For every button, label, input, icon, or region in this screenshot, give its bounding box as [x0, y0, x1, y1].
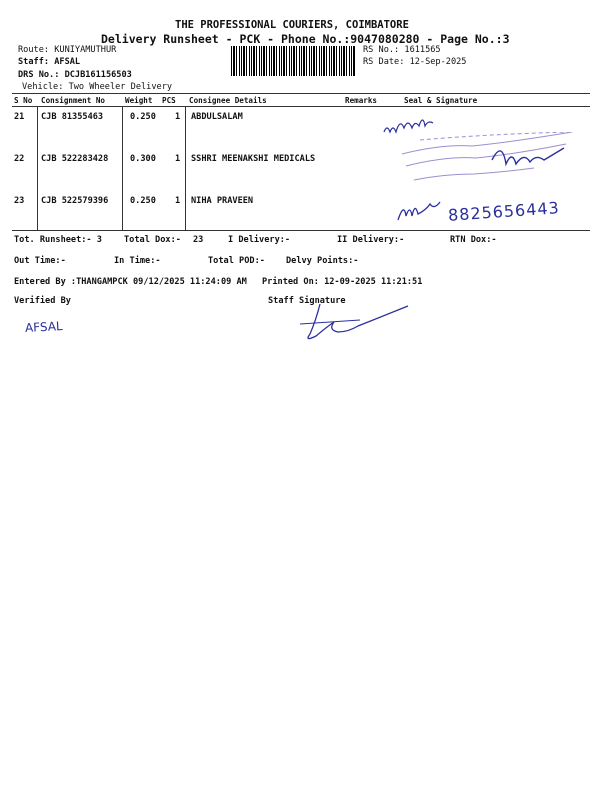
verifier-handwriting: AFSAL — [24, 319, 63, 335]
col-divider — [37, 106, 38, 230]
i-delivery: I Delivery:- — [228, 235, 291, 245]
row-consignment: CJB 522579396 — [41, 196, 109, 206]
row-pcs: 1 — [175, 154, 181, 164]
col-sno: S No — [14, 96, 33, 105]
in-time: In Time:- — [114, 256, 161, 266]
row-weight: 0.250 — [130, 196, 156, 206]
row-pcs: 1 — [175, 196, 181, 206]
row-sno: 23 — [14, 196, 25, 206]
delvy-points: Delvy Points:- — [286, 256, 359, 266]
staff: Staff: AFSAL — [18, 57, 81, 67]
table-top-rule — [12, 93, 590, 94]
ii-delivery: II Delivery:- — [337, 235, 405, 245]
col-consignee: Consignee Details — [189, 96, 267, 105]
out-time: Out Time:- — [14, 256, 66, 266]
signature-row-23 — [394, 196, 444, 226]
rtn-dox: RTN Dox:- — [450, 235, 497, 245]
company-title: THE PROFESSIONAL COURIERS, COIMBATORE — [175, 19, 409, 31]
entered-by: Entered By :THANGAMPCK 09/12/2025 11:24:09 AM — [14, 277, 247, 287]
row-weight: 0.300 — [130, 154, 156, 164]
table-header-rule — [12, 106, 590, 107]
col-seal-signature: Seal & Signature — [404, 96, 478, 105]
row-consignment: CJB 81355463 — [41, 112, 104, 122]
row-consignee: ABDULSALAM — [191, 112, 243, 122]
route: Route: KUNIYAMUTHUR — [18, 45, 117, 55]
col-consignment: Consignment No — [41, 96, 106, 105]
drs-number: DRS No.: DCJB161156503 — [18, 70, 132, 80]
staff-signature-mark — [298, 300, 413, 345]
col-divider — [122, 106, 123, 230]
total-pod: Total POD:- — [208, 256, 265, 266]
handwritten-phone: 8825656443 — [447, 198, 561, 225]
printed-on: Printed On: 12-09-2025 11:21:51 — [262, 277, 423, 287]
total-dox-value: 23 — [193, 235, 204, 245]
col-weight: Weight — [125, 96, 153, 105]
vehicle: Vehicle: Two Wheeler Delivery — [22, 82, 173, 92]
tot-runsheet: Tot. Runsheet:- 3 — [14, 235, 102, 245]
col-pcs: PCS — [162, 96, 176, 105]
barcode — [231, 46, 356, 76]
row-sno: 21 — [14, 112, 25, 122]
rs-date: RS Date: 12-Sep-2025 — [363, 57, 467, 67]
verified-by: Verified By — [14, 296, 71, 306]
rs-number: RS No.: 1611565 — [363, 45, 441, 55]
row-weight: 0.250 — [130, 112, 156, 122]
row-consignment: CJB 522283428 — [41, 154, 109, 164]
total-dox: Total Dox:- — [124, 235, 181, 245]
pharmacy-stamp — [392, 132, 592, 194]
col-remarks: Remarks — [345, 96, 378, 105]
col-divider — [185, 106, 186, 230]
table-bottom-rule — [12, 230, 590, 231]
row-pcs: 1 — [175, 112, 181, 122]
runsheet-subtitle: Delivery Runsheet - PCK - Phone No.:9047080280 - Page No.:3 — [101, 32, 510, 46]
row-consignee: SSHRI MEENAKSHI MEDICALS — [191, 154, 316, 164]
row-sno: 22 — [14, 154, 25, 164]
staff-signature-label: Staff Signature — [268, 296, 346, 306]
row-consignee: NIHA PRAVEEN — [191, 196, 254, 206]
